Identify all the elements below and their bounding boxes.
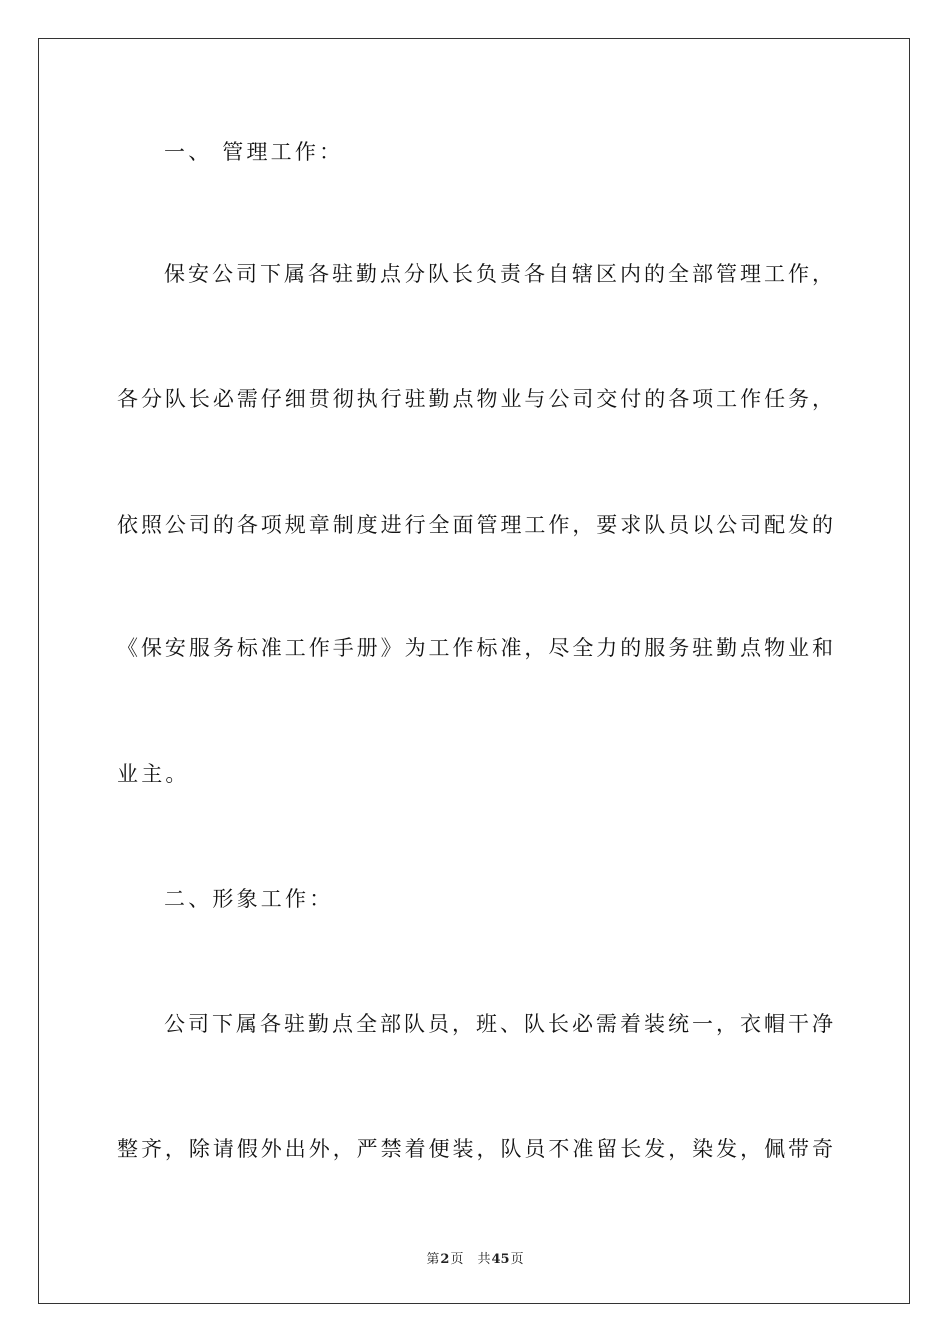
heading-management: 一、 管理工作： [164,140,344,164]
paragraph-line: 整齐，除请假外出外，严禁着便装，队员不准留长发，染发，佩带奇 [117,1137,833,1161]
total-suffix: 页 [510,1252,524,1267]
page-prefix: 第 [426,1252,440,1267]
paragraph-line: 保安公司下属各驻勤点分队长负责各自辖区内的全部管理工作， [164,262,833,286]
paragraph-line: 业主。 [117,762,190,786]
paragraph-line: 各分队长必需仔细贯彻执行驻勤点物业与公司交付的各项工作任务， [117,387,833,411]
total-pages: 45 [491,1252,510,1267]
page-suffix: 页 [450,1252,464,1267]
heading-image: 二、形象工作： [164,887,334,911]
paragraph-line: 公司下属各驻勤点全部队员，班、队长必需着装统一，衣帽干净 [164,1012,833,1036]
paragraph-line: 《保安服务标准工作手册》为工作标准，尽全力的服务驻勤点物业和 [117,636,833,660]
paragraph-line: 依照公司的各项规章制度进行全面管理工作，要求队员以公司配发的 [117,513,833,537]
page-footer [0,1248,950,1267]
page-number: 2 [440,1252,450,1267]
total-prefix: 共 [477,1252,491,1267]
page-frame [38,38,910,1304]
